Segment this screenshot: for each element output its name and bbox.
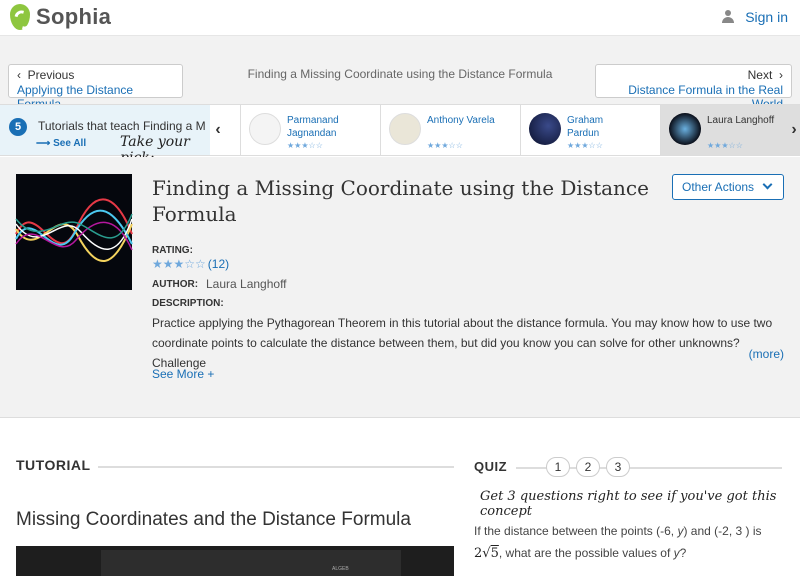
- other-actions-label: Other Actions: [682, 180, 755, 194]
- tutorial-thumbnail: [16, 174, 132, 290]
- previous-title: Applying the Distance: [17, 83, 134, 97]
- video-player[interactable]: [16, 546, 454, 576]
- quiz-heading: QUIZ: [474, 459, 508, 474]
- author-name-line: Parmanand: [287, 115, 339, 126]
- see-more-link[interactable]: See More +: [152, 367, 215, 381]
- chevron-left-icon: ‹: [17, 68, 21, 82]
- strip-prev-arrow[interactable]: ‹: [215, 121, 221, 138]
- quiz-hint: Get 3 questions right to see if you've got this concept: [480, 489, 777, 519]
- author-rating-stars: ★★★☆☆: [707, 141, 743, 150]
- section-title: Missing Coordinates and the Distance Formula: [16, 509, 411, 530]
- previous-button[interactable]: [8, 64, 183, 98]
- math-radicand: 5: [490, 546, 499, 561]
- video-text: ALGEB: [332, 566, 349, 572]
- question-mark: ?: [679, 546, 687, 560]
- next-title: Distance Formula in the Real: [628, 83, 783, 97]
- math-coef: 2: [474, 546, 483, 561]
- current-tutorial-title: Finding a Missing Coordinate using the Distance Formula: [247, 67, 553, 81]
- see-all-link[interactable]: ⟶ See All: [36, 138, 87, 149]
- top-bar: [0, 0, 800, 36]
- star-icons: ★★★☆☆: [152, 257, 206, 271]
- sophia-logo-icon: [10, 4, 30, 30]
- author-name: [707, 114, 774, 127]
- rating-label: RATING:: [152, 245, 193, 256]
- author-name: [287, 114, 339, 140]
- author-thumb: [529, 113, 561, 145]
- math-expression: [474, 546, 499, 561]
- question-prefix: If the distance between the points (-6,: [474, 524, 678, 538]
- author-card-graham[interactable]: [520, 105, 660, 155]
- quiz-question-3[interactable]: 3: [606, 457, 630, 477]
- sign-in-link[interactable]: [721, 9, 788, 25]
- author-card-laura[interactable]: [660, 105, 800, 155]
- author-card-anthony[interactable]: [380, 105, 520, 155]
- author-rating-stars: ★★★☆☆: [567, 141, 603, 150]
- author-thumb: [389, 113, 421, 145]
- math-root: √: [482, 546, 491, 561]
- author-name: [567, 114, 603, 140]
- person-icon: [721, 10, 735, 24]
- author-name: [427, 114, 495, 127]
- author-card-parmanand[interactable]: [240, 105, 380, 155]
- question-end: , what are the possible values of: [498, 546, 674, 560]
- tutorial-title: Finding a Missing Coordinate using the Distance Formula: [152, 176, 649, 226]
- rating-stars[interactable]: [152, 257, 229, 271]
- question-mid: ) and (-2, 3 ) is: [683, 524, 762, 538]
- tutorials-count-panel: [0, 105, 210, 155]
- sophia-logo[interactable]: [10, 4, 111, 30]
- rating-count: (12): [207, 257, 230, 271]
- light-waves-image: [16, 174, 132, 290]
- see-all-label: See All: [53, 138, 87, 149]
- tutorials-strip-title: Tutorials that teach Finding a M: [38, 119, 206, 133]
- author-rating-stars: ★★★☆☆: [287, 141, 323, 150]
- question-var: y: [677, 524, 684, 538]
- author-name-line: Jagnandan: [287, 128, 337, 139]
- tutorial-summary: [0, 157, 800, 418]
- description-text: Practice applying the Pythagorean Theorem in this tutorial about the distance formula. You may know how to use two coordinate points to calculate the distance between them, but did you know you can solve for other unknowns? Challenge: [152, 316, 773, 370]
- quiz-question-1[interactable]: 1: [546, 457, 570, 477]
- sign-in-label: Sign in: [745, 9, 788, 25]
- tutorial-heading: TUTORIAL: [16, 457, 91, 473]
- tutorial-nav: [0, 36, 800, 104]
- author-value: Laura Langhoff: [206, 277, 287, 291]
- brand-name: Sophia: [36, 4, 112, 29]
- quiz-question-2[interactable]: 2: [576, 457, 600, 477]
- question-var2: y: [673, 546, 680, 560]
- chevron-right-icon: ›: [779, 68, 783, 82]
- quiz-question-text: [474, 520, 784, 565]
- tutorial-count-badge: 5: [9, 118, 27, 136]
- tutorials-strip: [0, 104, 800, 156]
- previous-label: Previous: [27, 68, 75, 82]
- next-label: Next: [747, 68, 773, 82]
- author-label: AUTHOR:: [152, 279, 199, 290]
- author-thumb: [249, 113, 281, 145]
- video-frame: [101, 550, 401, 576]
- author-name-line: Anthony Varela: [427, 115, 495, 126]
- description-label: DESCRIPTION:: [152, 298, 224, 309]
- take-your-pick-label: Take your: [120, 134, 190, 150]
- divider: [98, 466, 454, 468]
- other-actions-button[interactable]: [672, 174, 784, 200]
- chevron-down-icon: [763, 180, 773, 190]
- author-thumb: [669, 113, 701, 145]
- next-button[interactable]: [595, 64, 792, 98]
- more-link[interactable]: (more): [748, 347, 784, 361]
- strip-next-arrow[interactable]: ›: [791, 121, 797, 138]
- author-rating-stars: ★★★☆☆: [427, 141, 463, 150]
- author-name-line: Laura Langhoff: [707, 115, 775, 126]
- author-name-line: Pardun: [567, 128, 600, 139]
- author-name-line: Graham: [567, 115, 604, 126]
